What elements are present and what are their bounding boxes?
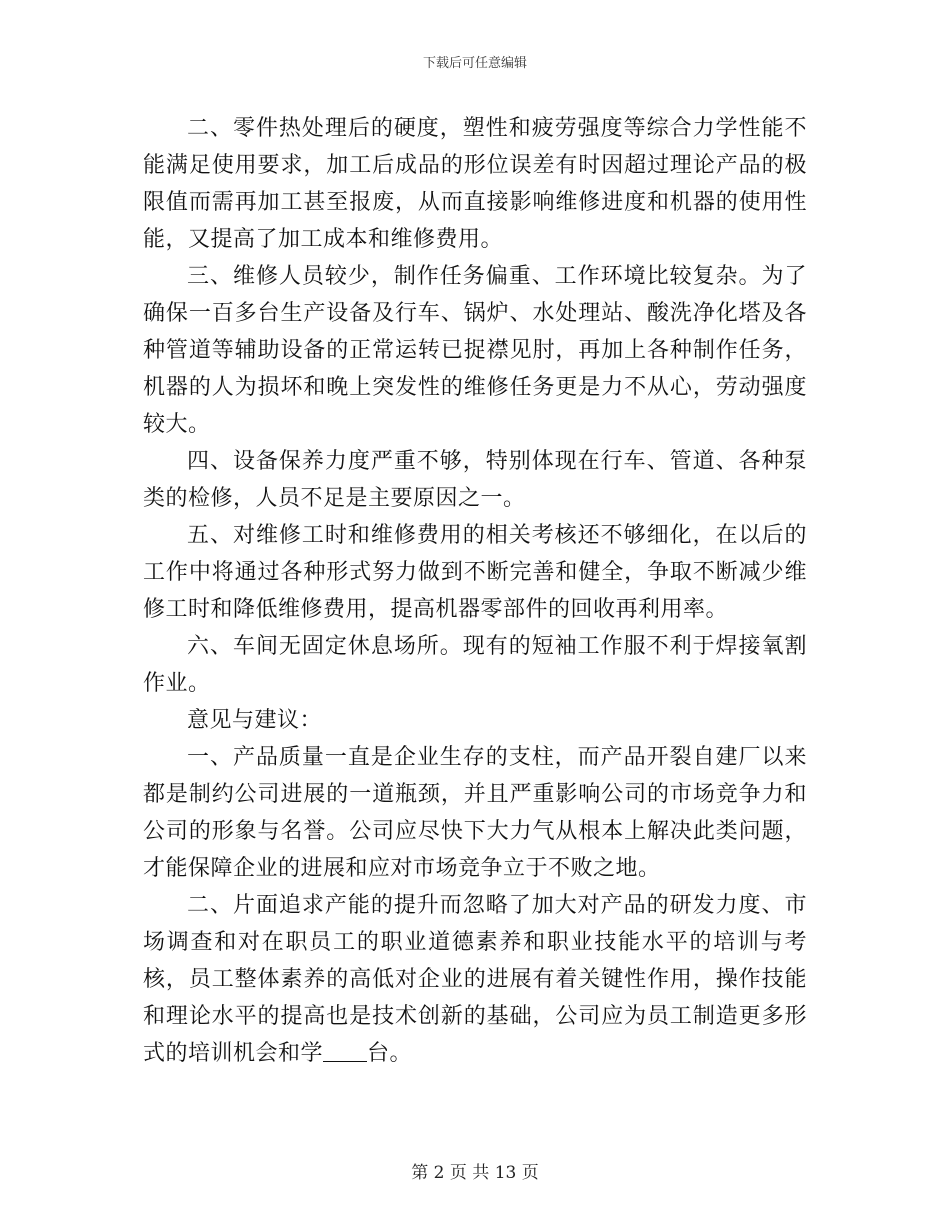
page-header-note: 下载后可任意编辑 — [422, 56, 527, 71]
document-body — [143, 110, 807, 1072]
suggestion-item-2-end: 台。 — [367, 1041, 413, 1066]
fill-in-blank — [323, 1039, 367, 1062]
paragraph-item-4: 四、设备保养力度严重不够，特别体现在行车、管道、各种泵类的检修，人员不足是主要原因之一。 — [143, 449, 807, 511]
paragraph-item-6: 六、车间无固定休息场所。现有的短袖工作服不利于焊接氧割作业。 — [143, 634, 807, 696]
paragraph-item-2: 二、零件热处理后的硬度，塑性和疲劳强度等综合力学性能不能满足使用要求，加工后成品的形位误差有时因超过理论产品的极限值而需再加工甚至报废，从而直接影响维修进度和机器的使用性能，又提高了加工成本和维修费用。 — [143, 116, 807, 252]
paragraph-item-3: 三、维修人员较少，制作任务偏重、工作环境比较复杂。为了确保一百多台生产设备及行车、锅炉、水处理站、酸洗净化塔及各种管道等辅助设备的正常运转已捉襟见肘，再加上各种制作任务，机器的人为损坏和晚上突发性的维修任务更是力不从心，劳动强度较大。 — [143, 264, 807, 437]
suggestion-item-1: 一、产品质量一直是企业生存的支柱，而产品开裂自建厂以来都是制约公司进展的一道瓶颈，并且严重影响公司的市场竞争力和公司的形象与名誉。公司应尽快下大力气从根本上解决此类问题，才能保障企业的进展和应对市场竞争立于不败之地。 — [143, 745, 807, 881]
suggestion-item-2 — [143, 887, 807, 1072]
paragraph-item-5: 五、对维修工时和维修费用的相关考核还不够细化，在以后的工作中将通过各种形式努力做到不断完善和健全，争取不断减少维修工时和降低维修费用，提高机器零部件的回收再利用率。 — [143, 523, 807, 622]
page-number: 第 2 页 共 13 页 — [411, 1163, 539, 1183]
suggestions-heading: 意见与建议： — [187, 708, 323, 733]
suggestion-item-2-text: 二、片面追求产能的提升而忽略了加大对产品的研发力度、市场调查和对在职员工的职业道德素养和职业技能水平的培训与考核，员工整体素养的高低对企业的进展有着关键性作用，操作技能和理论水平的提高也是技术创新的基础，公司应为员工制造更多形式的培训机会和学 — [143, 893, 807, 1066]
